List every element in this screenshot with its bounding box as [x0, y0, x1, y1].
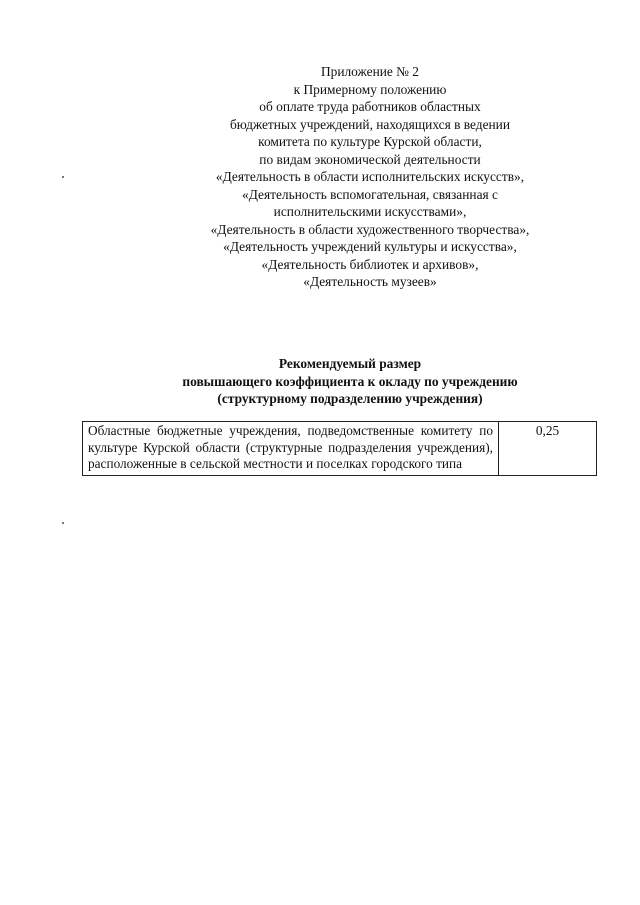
scan-speck	[62, 522, 64, 524]
appendix-number: Приложение № 2	[320, 64, 420, 79]
coefficient-value-cell: 0,25	[499, 422, 597, 476]
header-line: к Примерному положению	[293, 81, 447, 97]
header-line: бюджетных учреждений, находящихся в ведении	[229, 116, 511, 132]
header-line: «Деятельность учреждений культуры и искусства»,	[223, 239, 517, 254]
title-line: Рекомендуемый размер	[278, 356, 422, 371]
title-line: (структурному подразделению учреждения)	[217, 391, 483, 406]
appendix-header	[150, 63, 590, 291]
header-line: комитета по культуре Курской области,	[258, 134, 482, 149]
header-line: «Деятельность в области художественного творчества»,	[210, 221, 530, 237]
title-line: повышающего коэффициента к окладу по учреждению	[182, 373, 518, 389]
institution-description-cell: Областные бюджетные учреждения, подведомственные комитету по культуре Курской области (структурные подразделения учреждения), расположенные в сельской местности и поселках городского типа	[83, 422, 499, 476]
table-row	[83, 422, 597, 476]
header-line: «Деятельность библиотек и архивов»,	[261, 256, 479, 272]
header-line: об оплате труда работников областных	[259, 99, 481, 114]
header-line: «Деятельность в области исполнительских искусств»,	[215, 169, 525, 184]
header-line: «Деятельность музеев»	[303, 274, 437, 289]
scan-speck	[62, 176, 64, 178]
coefficient-table	[82, 421, 597, 476]
header-line: «Деятельность вспомогательная, связанная с	[242, 186, 498, 202]
header-line: исполнительскими искусствами»,	[273, 204, 467, 219]
header-line: по видам экономической деятельности	[259, 151, 481, 167]
document-title	[80, 355, 620, 408]
